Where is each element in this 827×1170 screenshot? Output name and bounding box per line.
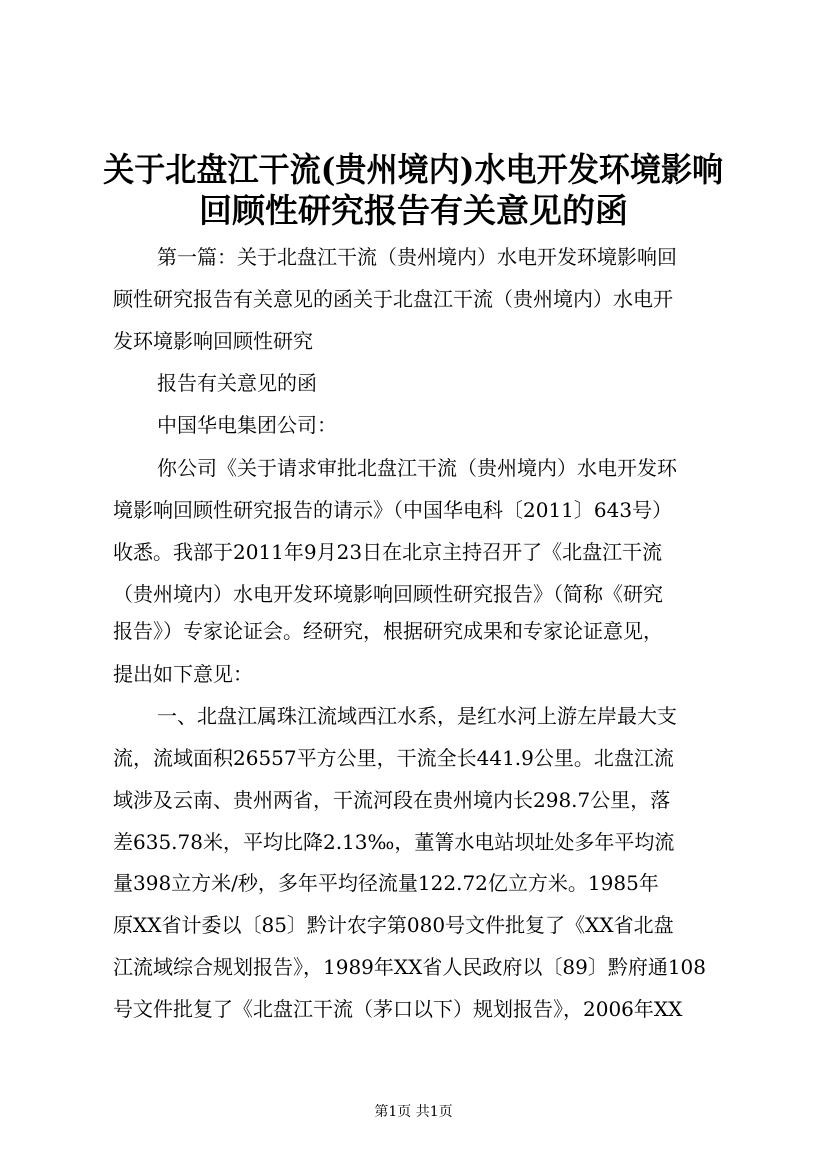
body-line: 报告有关意见的函 (157, 371, 317, 395)
body-line: 境影响回顾性研究报告的请示》（中国华电科〔2011〕643号） (113, 498, 673, 522)
body-line: 第一篇：关于北盘江干流（贵州境内）水电开发环境影响回 (157, 245, 677, 269)
body-line: 江流域综合规划报告》，1989年XX省人民政府以〔89〕黔府通108 (113, 955, 706, 979)
body-line: 量398立方米/秒，多年平均径流量122.72亿立方米。1985年 (113, 871, 659, 895)
body-line: 收悉。我部于2011年9月23日在北京主持召开了《北盘江干流 (113, 540, 663, 564)
body-line: （贵州境内）水电开发环境影响回顾性研究报告》（简称《研究 (113, 582, 663, 606)
body-line: 域涉及云南、贵州两省，干流河段在贵州境内长298.7公里，落 (113, 788, 671, 812)
body-line: 中国华电集团公司： (157, 413, 337, 437)
body-line: 差635.78米，平均比降2.13‰，董箐水电站坝址处多年平均流 (113, 830, 675, 854)
body-line: 号文件批复了《北盘江干流（茅口以下）规划报告》，2006年XX (113, 997, 683, 1021)
body-line: 报告》）专家论证会。经研究，根据研究成果和专家论证意见， (113, 619, 663, 643)
body-line: 流，流域面积26557平方公里，干流全长441.9公里。北盘江流 (113, 746, 674, 770)
body-line: 原XX省计委以〔85〕黔计农字第080号文件批复了《XX省北盘 (113, 913, 674, 937)
body-line: 一、北盘江属珠江流域西江水系，是红水河上游左岸最大支 (157, 704, 677, 728)
body-line: 顾性研究报告有关意见的函关于北盘江干流（贵州境内）水电开 (113, 287, 673, 311)
body-line: 你公司《关于请求审批北盘江干流（贵州境内）水电开发环 (157, 456, 677, 480)
body-line: 提出如下意见： (113, 662, 253, 686)
document-title-line-1: 关于北盘江干流(贵州境内)水电开发环境影响 (103, 150, 724, 189)
document-title-line-2: 回顾性研究报告有关意见的函 (199, 191, 628, 230)
body-line: 发环境影响回顾性研究 (113, 329, 313, 353)
page-footer: 第1页 共1页 (374, 1104, 453, 1120)
